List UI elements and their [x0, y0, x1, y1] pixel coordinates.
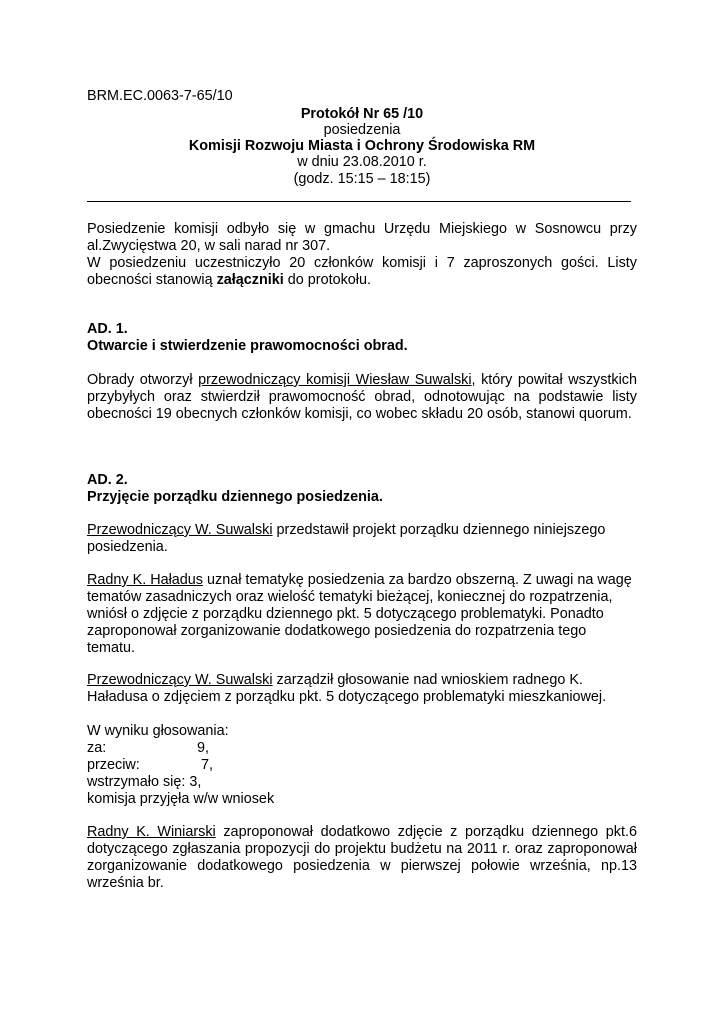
ad1-p1-end: , który powitał wszystkich przybyłych oraz stwierdził prawomocność obrad, odnotowując na podstawie listy obecności 19 obecnych członków komisji, co wobec składu 20 osób, stanowi quorum. — [87, 372, 637, 422]
chairman-name: przewodniczący komisji Wiesław Suwalski — [198, 372, 472, 388]
ad2-p2-text: uznał tematykę posiedzenia za bardzo obszerną. Z uwagi na wagę tematów zasadniczych oraz wielość tematyki bieżącej, koniecznej do rozpatrzenia, wniósł o zdjęcie z porządku dziennego pkt. 5 dotyczącego problematyki. Ponadto zaproponował zorganizowanie dodatkowego posiedzenia do rozpatrzenia tego tematu. — [87, 572, 632, 656]
reference-number: BRM.EC.0063-7-65/10 — [87, 88, 233, 104]
ad2-p3-text: zarządził głosowanie nad wnioskiem radnego K. Haładusa o zdjęciem z porządku pkt. 5 dotyczącego problematyki mieszkaniowej. — [87, 672, 607, 705]
vote-value: 7, — [197, 757, 213, 773]
ad2-paragraph-2 — [87, 572, 637, 657]
ad2-p3-person: Przewodniczący W. Suwalski — [87, 672, 273, 688]
intro-p2-start: W posiedzeniu uczestniczyło 20 członków komisji i 7 zaproszonych gości. Listy obecności stanowią — [87, 255, 637, 288]
ad1-heading: AD. 1. — [87, 321, 128, 337]
committee-name: Komisji Rozwoju Miasta i Ochrony Środowiska RM — [188, 138, 536, 154]
vote-intro: W wyniku głosowania: — [87, 723, 229, 739]
intro-paragraph-1: Posiedzenie komisji odbyło się w gmachu Urzędu Miejskiego w Sosnowcu przy al.Zwycięstwa 20, w sali narad nr 307. — [87, 221, 637, 254]
ad1-paragraph — [87, 372, 637, 423]
vote-label: wstrzymało się: — [87, 774, 186, 790]
protocol-subtitle: posiedzenia — [323, 122, 401, 138]
ad2-heading: AD. 2. — [87, 472, 128, 488]
intro-p2-end: do protokołu. — [283, 272, 371, 288]
vote-result: komisja przyjęła w/w wniosek — [87, 791, 275, 807]
meeting-date: w dniu 23.08.2010 r. — [297, 154, 427, 170]
ad2-p1-person: Przewodniczący W. Suwalski — [87, 522, 273, 538]
ad2-paragraph-4 — [87, 824, 637, 892]
vote-value: 3, — [189, 774, 202, 790]
ad1-p1-start: Obrady otworzył — [87, 372, 199, 388]
ad1-title: Otwarcie i stwierdzenie prawomocności obrad. — [87, 338, 408, 354]
vote-label: przeciw: — [87, 757, 140, 773]
ad2-title: Przyjęcie porządku dziennego posiedzenia. — [87, 489, 383, 505]
vote-label: za: — [87, 740, 107, 756]
attachments-bold: załączniki — [216, 272, 284, 288]
vote-value: 9, — [197, 740, 210, 756]
intro-paragraph-2 — [87, 255, 637, 289]
header-divider — [87, 201, 631, 202]
ad2-p1-text: przedstawił projekt porządku dziennego niniejszego posiedzenia. — [87, 522, 606, 555]
ad2-paragraph-1 — [87, 522, 637, 556]
protocol-title: Protokół Nr 65 /10 — [300, 106, 424, 122]
meeting-time: (godz. 15:15 – 18:15) — [293, 171, 431, 187]
ad2-paragraph-3 — [87, 672, 637, 706]
vote-row-abstain — [87, 774, 637, 791]
vote-row-against — [87, 757, 637, 774]
ad2-p4-person: Radny K. Winiarski — [87, 824, 216, 840]
ad2-p4-text: zaproponował dodatkowo zdjęcie z porządku dziennego pkt.6 dotyczącego zgłaszania propozycji do projektu budżetu na 2011 r. oraz zaproponował zorganizowanie dodatkowego posiedzenia w pierwszej połowie września, np.13 września br. — [87, 824, 637, 891]
ad2-p2-person: Radny K. Haładus — [87, 572, 203, 588]
vote-row-for — [87, 740, 637, 757]
